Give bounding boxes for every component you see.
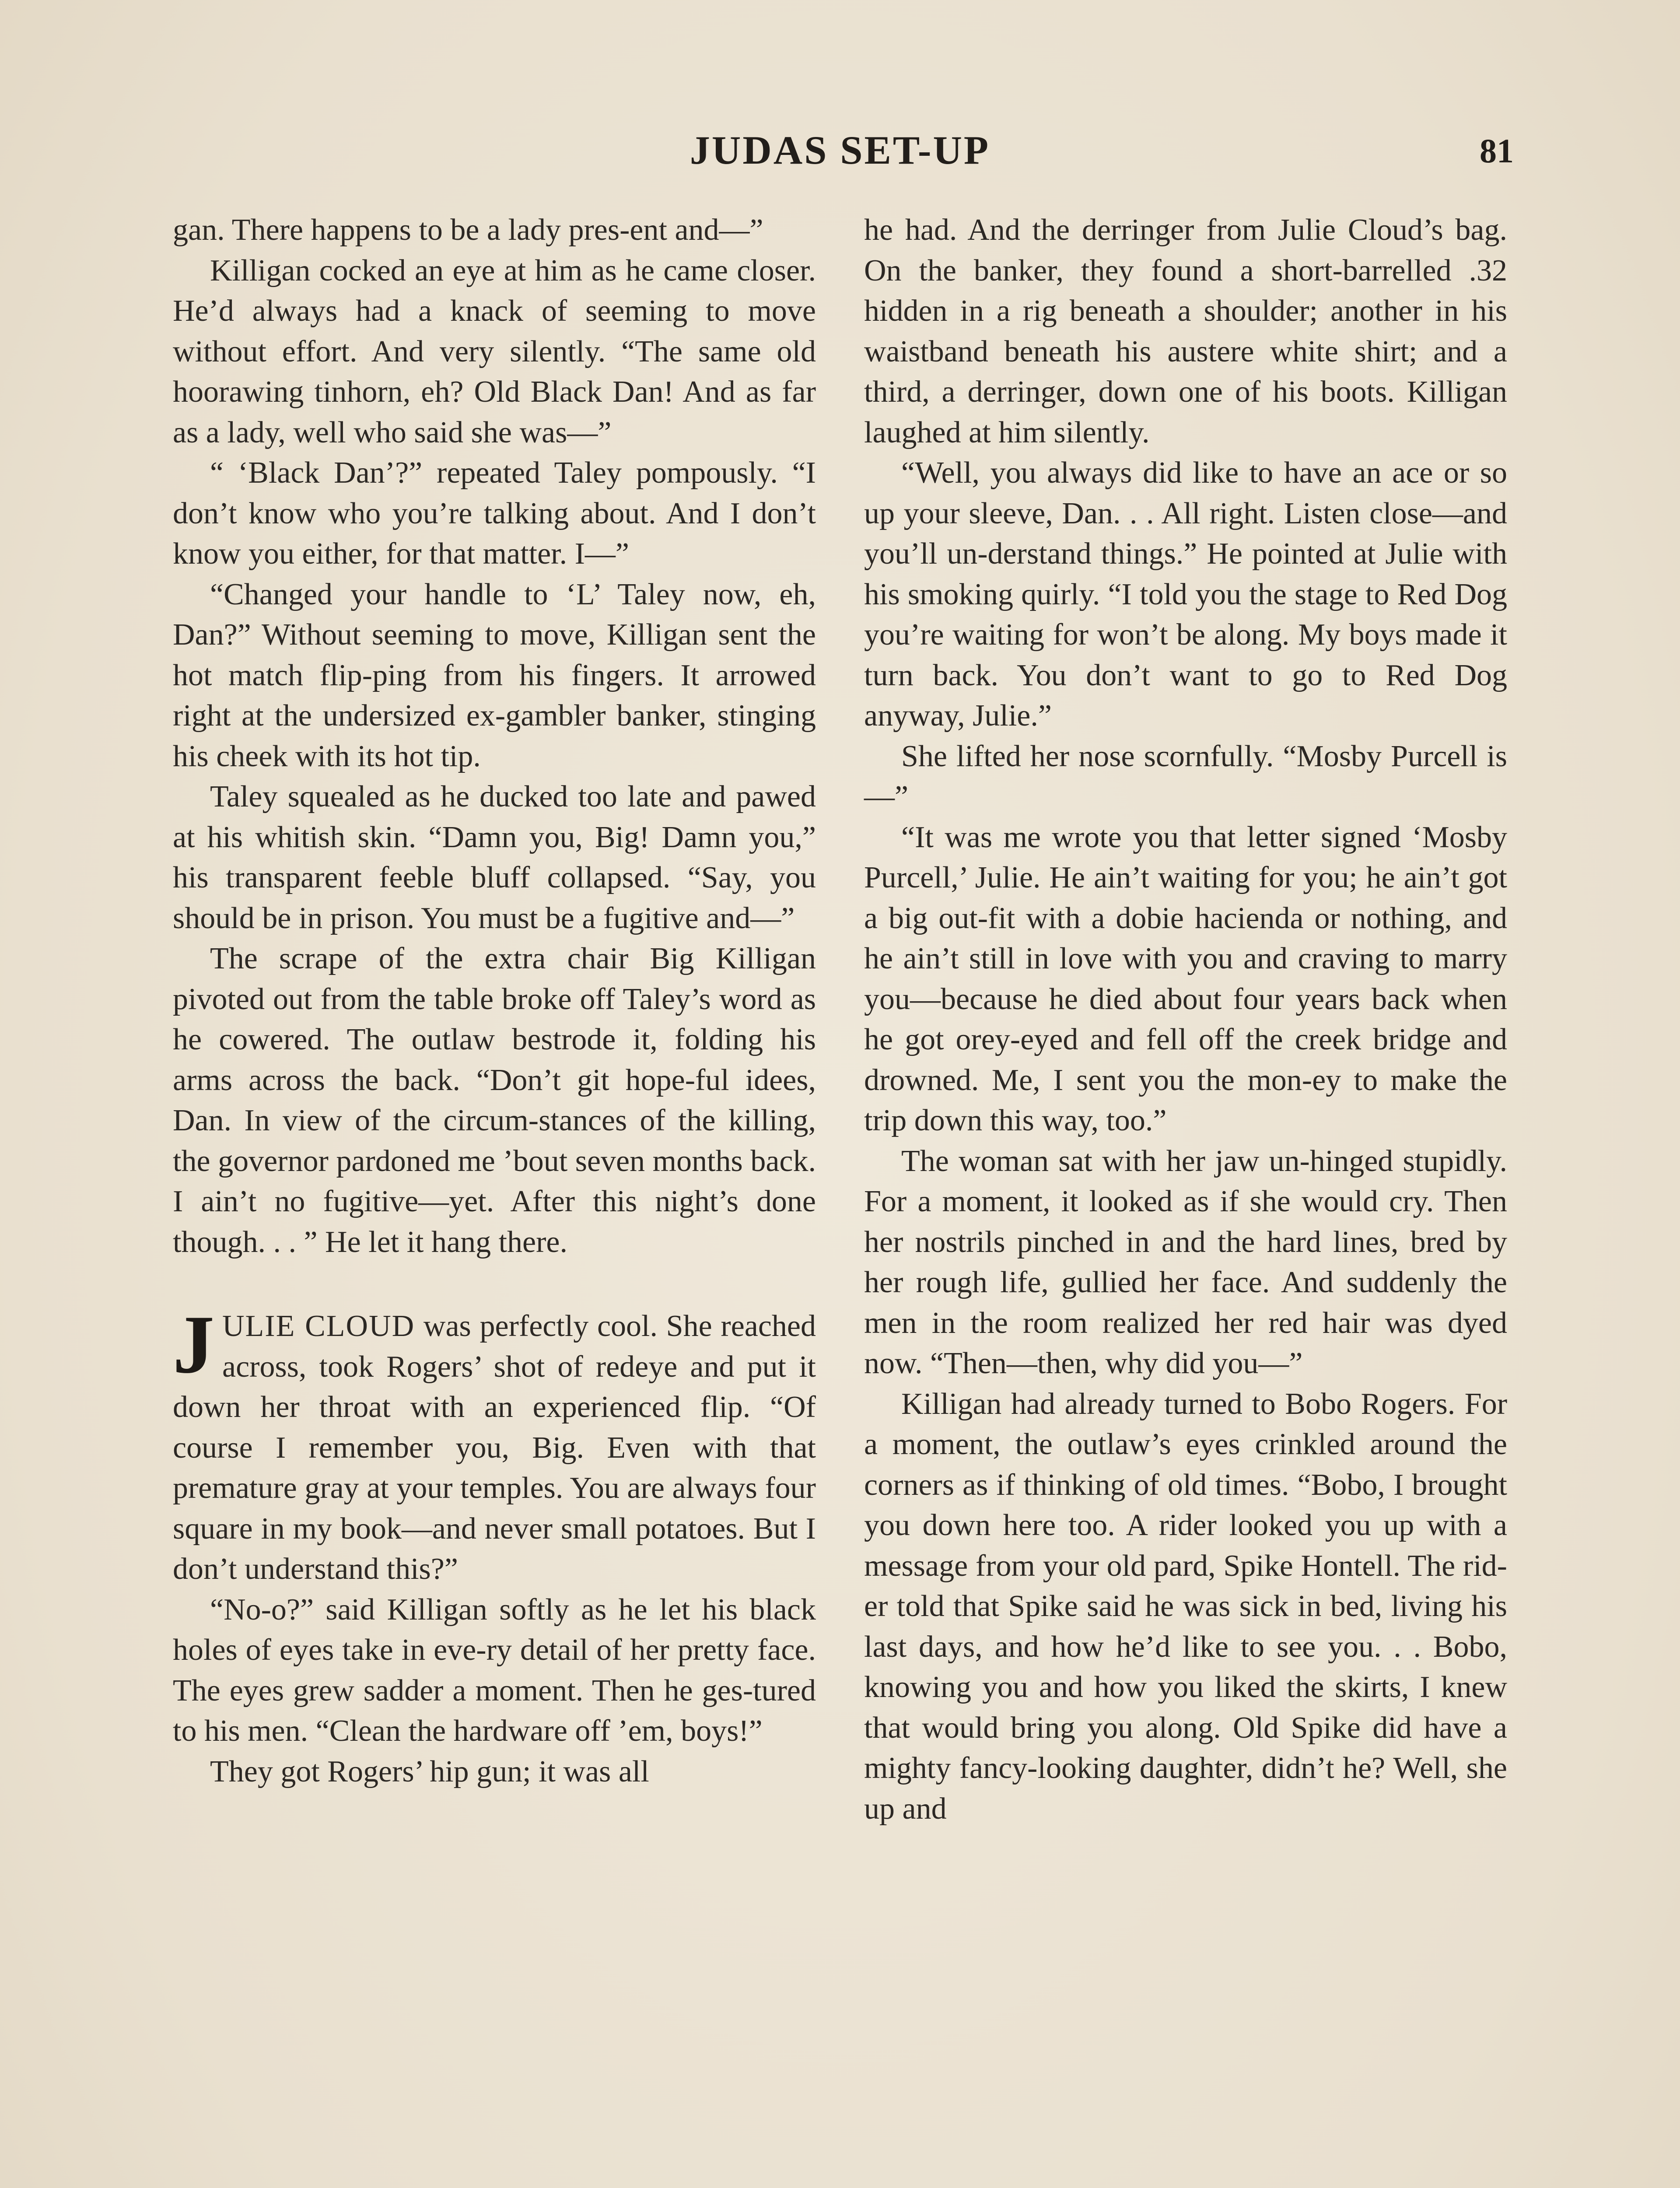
paragraph: “No-o?” said Killigan softly as he let his black holes of eyes take in eve-ry detail of her pretty face. The eyes grew sadder a moment. Then he ges-tured to his men. “Clean the hardware off ’em, boys!” — [173, 1592, 816, 1748]
paragraph: “ ‘Black Dan’?” repeated Taley pompously. “I don’t know who you’re talking about. And I don’t know you either, for that matter. I—” — [173, 456, 816, 571]
paragraph: “Well, you always did like to have an ace or so up your sleeve, Dan. . . All right. Listen close—and you’ll un-derstand things.” He pointed at Julie with his smoking quirly. “I told you the stage to Red Dog you’re waiting for won’t be along. My boys made it turn back. You don’t want to go to Red Dog anyway, Julie.” — [864, 456, 1507, 733]
paragraph: Taley squealed as he ducked too late and pawed at his whitish skin. “Damn you, Big! Damn you,” his transparent feeble bluff collapsed. “Say, you should be in prison. You must be a fugitive and—” — [173, 780, 816, 935]
lead-rest: was perfectly cool. She reached across, took Rogers’ shot of redeye and put it down her throat with an experienced flip. “Of course I remember you, Big. Even with that premature gray at your temples. You are always four square in my book—and never small potatoes. But I don’t understand this?” — [173, 1309, 816, 1586]
right-column — [864, 210, 1507, 1829]
paragraph: Killigan had already turned to Bobo Rogers. For a moment, the outlaw’s eyes crinkled around the corners as if thinking of old times. “Bobo, I brought you down here too. A rider looked you up with a message from your old pard, Spike Hontell. The rid-er told that Spike said he was sick in bed, living his last days, and how he’d like to see you. . . Bobo, knowing you and how you liked the skirts, I knew that would bring you along. Old Spike did have a mighty fancy-looking daughter, didn’t he? Well, she up and — [864, 1387, 1507, 1826]
page-number: 81 — [1480, 132, 1514, 170]
paragraph: gan. There happens to be a lady pres-ent and—” — [173, 213, 763, 247]
paragraph: The scrape of the extra chair Big Killigan pivoted out from the table broke off Taley’s word as he cowered. The outlaw bestrode it, folding his arms across the back. “Don’t git hope-ful idees, Dan. In view of the circum-stances of the killing, the governor pardoned me ’bout seven months back. I ain’t no fugitive—yet. After this night’s done though. . . ” He let it hang there. — [173, 942, 816, 1259]
lead-in: ULIE CLOUD — [222, 1309, 415, 1343]
drop-cap: J — [173, 1299, 214, 1391]
section-break — [173, 1262, 816, 1306]
paragraph: “It was me wrote you that letter signed ‘Mosby Purcell,’ Julie. He ain’t waiting for you; he ain’t got a big out-fit with a dobie hacienda or nothing, and he ain’t still in love with you and craving to marry you—because he died about four years back when he got orey-eyed and fell off the creek bridge and drowned. Me, I sent you the mon-ey to make the trip down this way, too.” — [864, 820, 1507, 1137]
paragraph: Killigan cocked an eye at him as he came closer. He’d always had a knack of seeming to move without effort. And very silently. “The same old hoorawing tinhorn, eh? Old Black Dan! And as far as a lady, well who said she was—” — [173, 253, 816, 449]
paragraph: “Changed your handle to ‘L’ Taley now, eh, Dan?” Without seeming to move, Killigan sent the hot match flip-ping from his fingers. It arrowed right at the undersized ex-gambler banker, stinging his cheek with its hot tip. — [173, 577, 816, 773]
section-opening-paragraph — [173, 1299, 816, 1590]
paragraph: he had. And the derringer from Julie Cloud’s bag. On the banker, they found a short-barrelled .32 hidden in a rig beneath a shoulder; another in his waistband beneath his austere white shirt; and a third, a derringer, down one of his boots. Killigan laughed at him silently. — [864, 213, 1507, 449]
running-title: JUDAS SET-UP — [690, 128, 990, 172]
page-header — [166, 123, 1514, 184]
paragraph: The woman sat with her jaw un-hinged stupidly. For a moment, it looked as if she would cry. Then her nostrils pinched in and the hard lines, bred by her rough life, gullied her face. And suddenly the men in the room realized her red hair was dyed now. “Then—then, why did you—” — [864, 1144, 1507, 1380]
paragraph: She lifted her nose scornfully. “Mosby Purcell is—” — [864, 739, 1507, 813]
paragraph: They got Rogers’ hip gun; it was all — [210, 1754, 649, 1788]
left-column — [173, 210, 816, 1792]
